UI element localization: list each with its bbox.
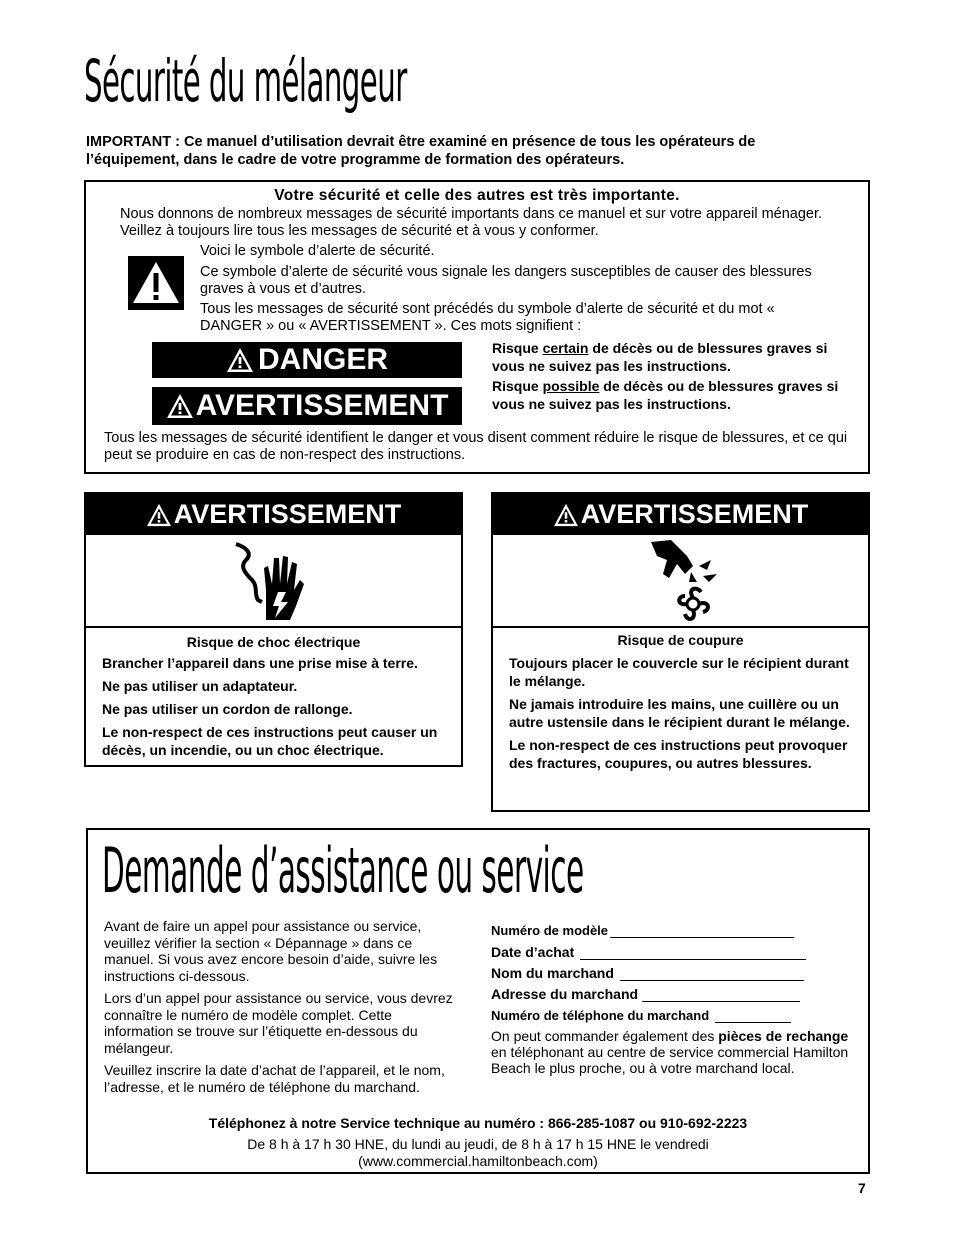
electric-line-2: Ne pas utiliser un adaptateur. — [102, 678, 298, 694]
warning-header-bar — [86, 494, 461, 535]
alert-symbol-icon — [128, 256, 184, 310]
warning-signal-bar — [152, 387, 462, 425]
electric-line-1: Brancher l’appareil dans une prise mise à terre. — [102, 655, 418, 671]
warning-definition: Risque possible de décès ou de blessures graves si vous ne suivez pas les instructions. — [492, 378, 839, 412]
electric-line-3: Ne pas utiliser un cordon de rallonge. — [102, 701, 353, 717]
warning-alert-icon — [553, 503, 579, 527]
important-notice: IMPORTANT : Ce manuel d’utilisation devrait être examiné en présence de tous les opérateurs de l’équipement, dans le cadre de votre programme de formation des opérateurs. — [86, 134, 756, 168]
danger-definition: Risque certain de décès ou de blessures graves si vous ne suivez pas les instructions. — [492, 340, 828, 374]
service-box — [86, 828, 870, 1174]
electric-line-4: Le non-respect de ces instructions peut causer un décès, un incendie, ou un choc électrique. — [102, 724, 438, 758]
field-dealer-name: Nom du marchand — [491, 961, 861, 981]
symbol-text-1: Voici le symbole d’alerte de sécurité. — [200, 243, 435, 259]
service-phone: Téléphonez à notre Service technique au numéro : 866-285-1087 ou 910-692-2223 — [208, 1115, 748, 1131]
field-purchase-date: Date d’achat — [491, 940, 861, 960]
warning-alert-icon — [166, 393, 194, 419]
electric-shock-icon — [228, 540, 308, 624]
warning-label: AVERTISSEMENT — [173, 499, 402, 529]
safety-info-box — [84, 180, 870, 474]
safety-intro: Nous donnons de nombreux messages de sécurité importants dans ce manuel et sur votre appareil ménager. Veillez à toujours lire tous les messages de sécurité et à vous y conformer. — [120, 206, 823, 239]
warning-box-cut — [491, 492, 870, 812]
warning-header-bar — [493, 494, 868, 535]
warning-alert-icon — [146, 503, 172, 527]
service-para-1: Avant de faire un appel pour assistance ou service, veuillez vérifier la section « Dépannage » dans ce manuel. Si vous avez encore besoin d’aide, suivre les instructions ci-dessous. — [104, 918, 438, 984]
warning-label: AVERTISSEMENT — [580, 499, 809, 529]
blade-cut-icon — [647, 538, 719, 624]
page-title: Sécurité du mélangeur — [84, 47, 407, 115]
symbol-text-2: Ce symbole d’alerte de sécurité vous signale les dangers susceptibles de causer des blessures graves à vous et d’autres. — [200, 264, 812, 297]
service-title: Demande d’assistance ou service — [102, 834, 584, 907]
page-number: 7 — [858, 1180, 866, 1196]
danger-signal-bar — [152, 342, 462, 378]
service-website: (www.commercial.hamiltonbeach.com) — [358, 1153, 598, 1169]
parts-info: On peut commander également des pièces de rechange en téléphonant au centre de service commercial Hamilton Beach le plus proche, ou à votre marchand local. — [491, 1028, 849, 1076]
field-model-number: Numéro de modèle — [491, 918, 861, 938]
electric-risk-title: Risque de choc électrique — [186, 634, 361, 650]
safety-heading: Votre sécurité et celle des autres est très importante. — [274, 187, 680, 204]
safety-footer: Tous les messages de sécurité identifient le danger et vous disent comment réduire le risque de blessures, et ce qui peut se produire en cas de non-respect des instructions. — [104, 430, 848, 463]
warning-label: AVERTISSEMENT — [195, 389, 449, 422]
cut-line-1: Toujours placer le couvercle sur le récipient durant le mélange. — [509, 655, 849, 689]
field-dealer-phone: Numéro de téléphone du marchand — [491, 1003, 861, 1023]
service-para-2: Lors d’un appel pour assistance ou service, vous devrez connaître le numéro de modèle complet. Cette information se trouve sur l’étiquette en-dessous du mélangeur. — [104, 990, 453, 1056]
danger-label: DANGER — [257, 343, 388, 376]
service-para-3: Veuillez inscrire la date d’achat de l’appareil, et le nom, l’adresse, et le numéro de téléphone du marchand. — [104, 1062, 445, 1095]
danger-alert-icon — [226, 347, 254, 373]
symbol-text-3: Tous les messages de sécurité sont précédés du symbole d’alerte de sécurité et du mot « DANGER » ou « AVERTISSEMENT ». Ces mots signifient : — [200, 301, 775, 334]
warning-box-electric — [84, 492, 463, 767]
field-dealer-address: Adresse du marchand — [491, 982, 861, 1002]
cut-line-2: Ne jamais introduire les mains, une cuillère ou un autre ustensile dans le récipient durant le mélange. — [509, 696, 850, 730]
service-hours: De 8 h à 17 h 30 HNE, du lundi au jeudi, de 8 h à 17 h 15 HNE le vendredi — [247, 1136, 709, 1152]
cut-line-3: Le non-respect de ces instructions peut provoquer des fractures, coupures, ou autres blessures. — [509, 737, 848, 771]
cut-risk-title: Risque de coupure — [617, 632, 744, 648]
